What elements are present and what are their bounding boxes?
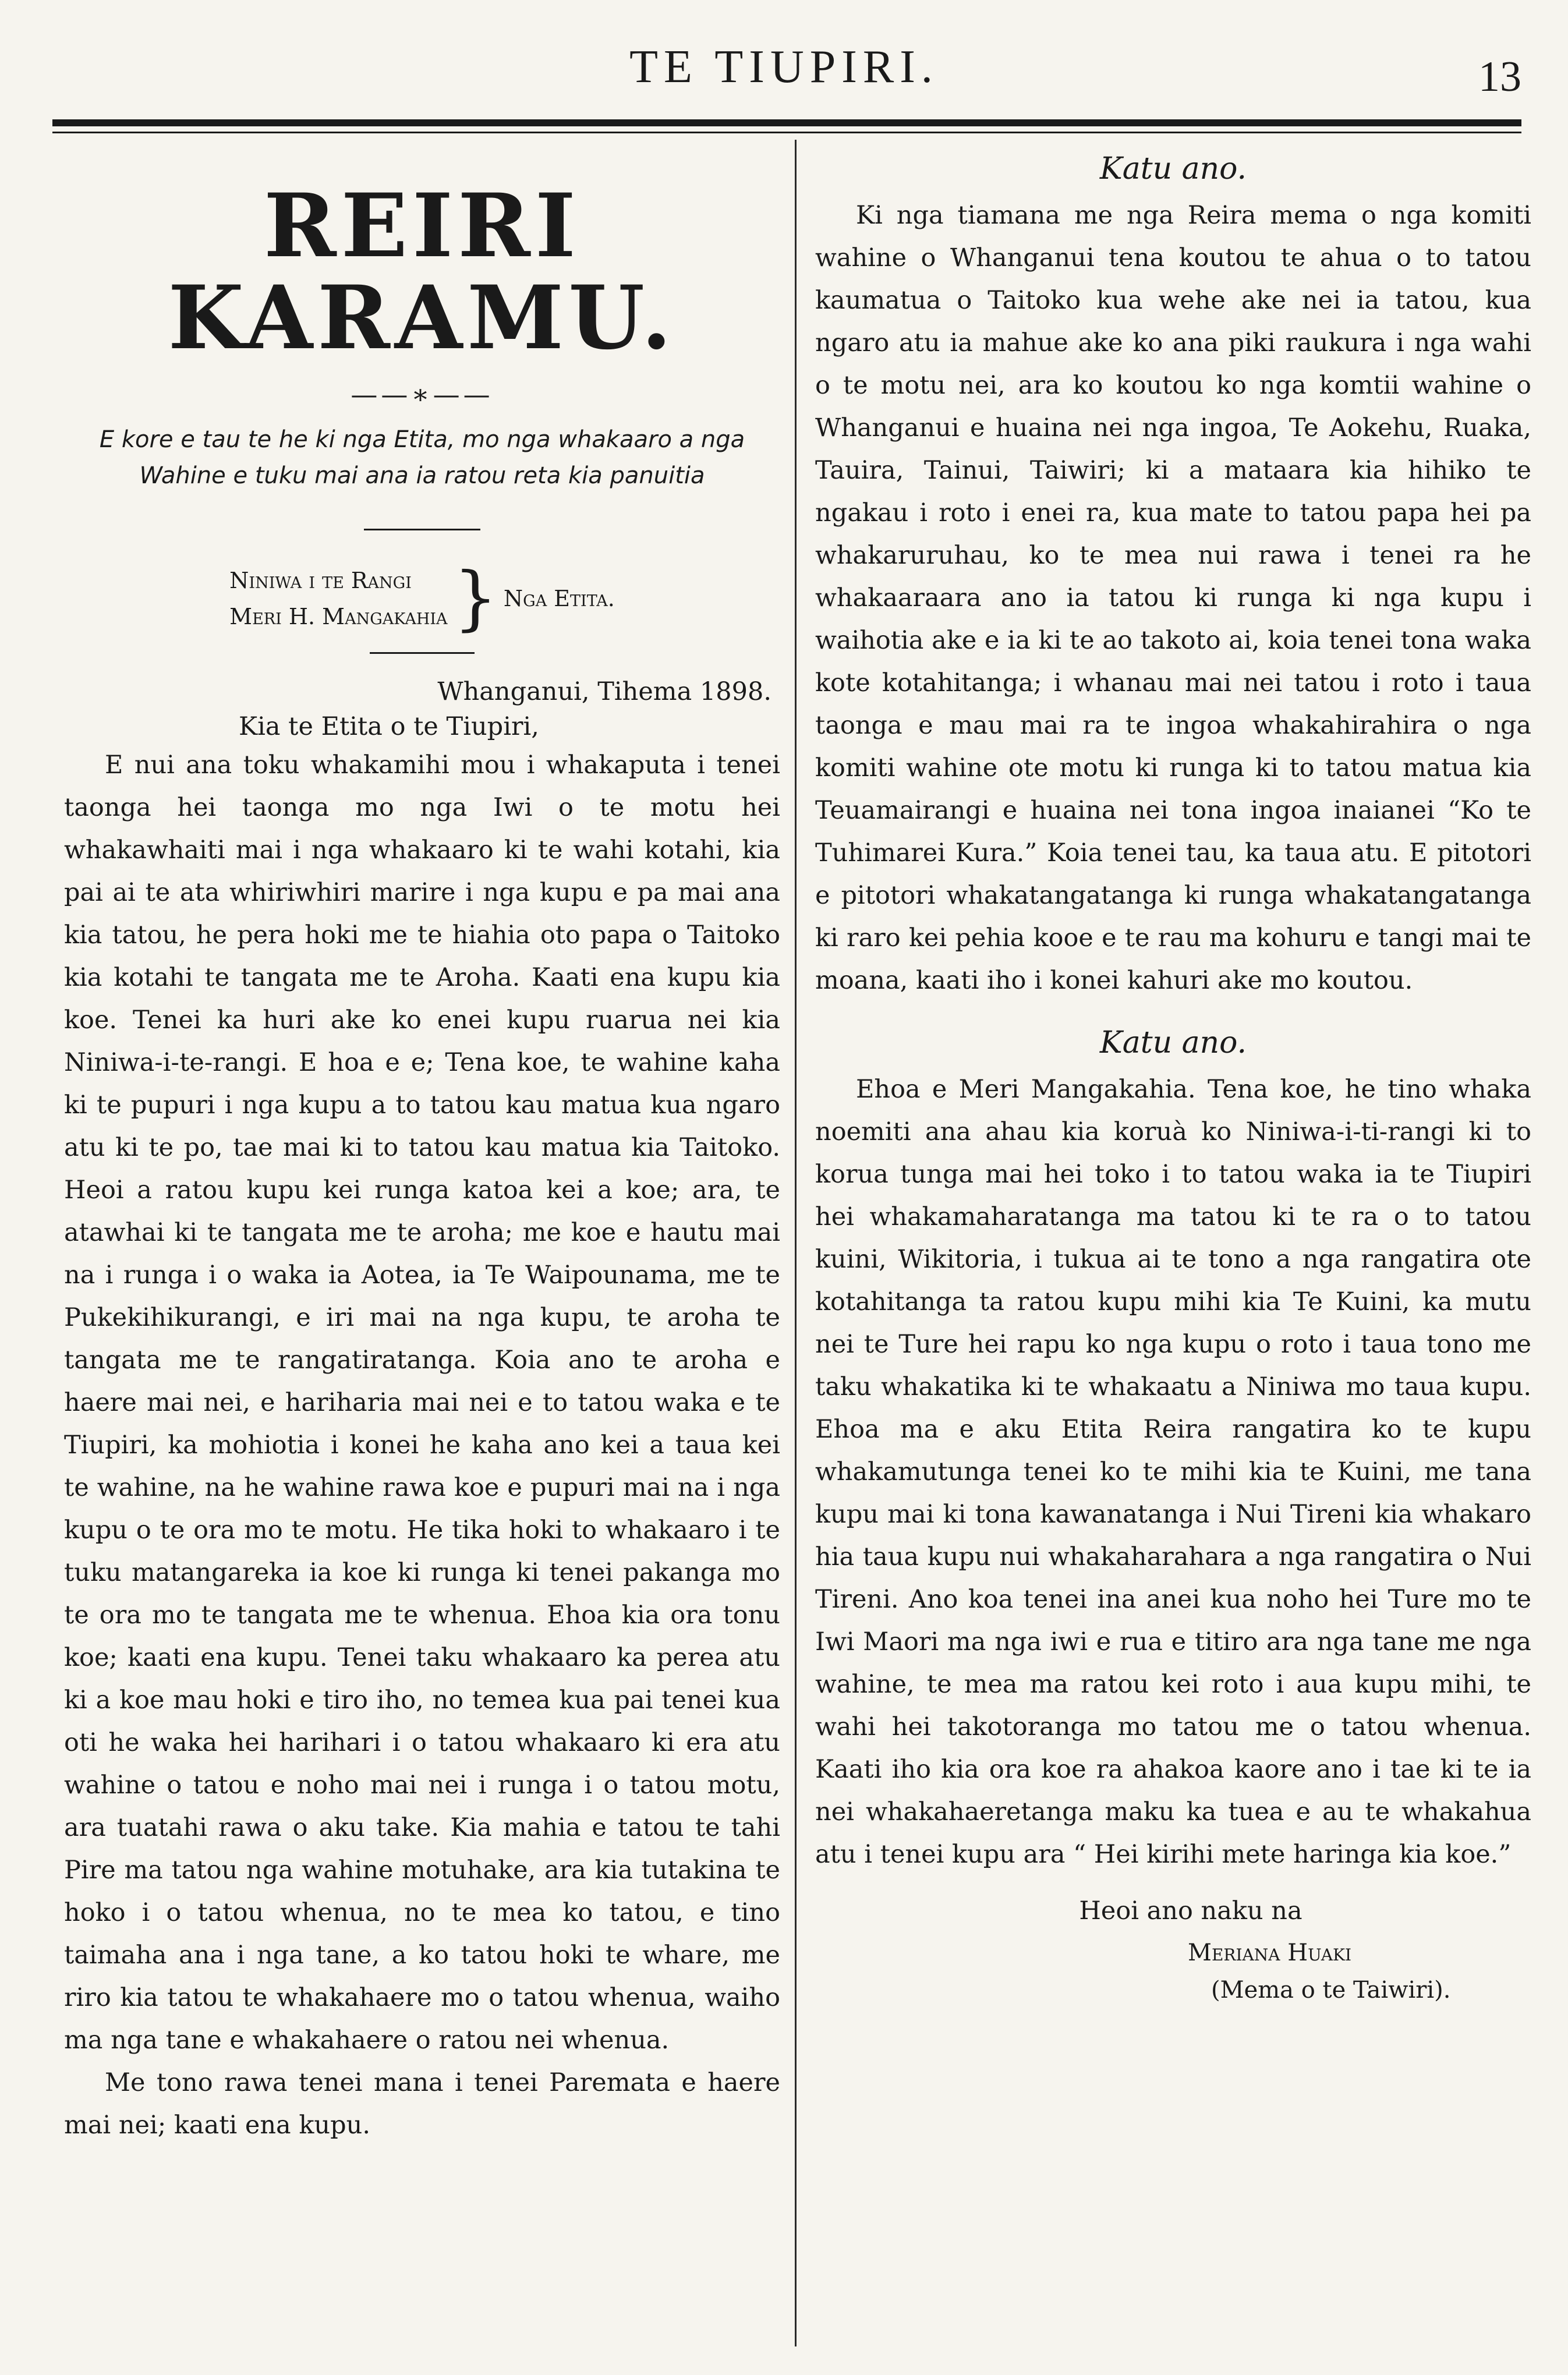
short-rule <box>370 652 475 654</box>
disclaimer-line-2: Wahine e tuku mai ana ia ratou reta kia panuitia <box>139 462 705 489</box>
letter-paragraph-2: Me tono rawa tenei mana i tenei Paremata e haere mai nei; kaati ena kupu. <box>64 2068 780 2140</box>
signer-name: Meriana Huaki <box>1188 1939 1352 1966</box>
letter-paragraph-3: Ki nga tiamana me nga Reira mema o nga komiti wahine o Whanganui tena koutou te ahua o to tatou kaumatua o Taitoko kua wehe ake nei ia tatou, kua ngaro atu ia mahue ake ko ana piki raukura i nga wahi o te motu nei, ara ko koutou ko nga komtii wahine o Whanganui e huaina nei nga ingoa, Te Aokehu, Ruaka, Tauira, Tainui, Taiwiri; ki a mataara kia hihiko te ngakau i roto i enei ra, kua mate to tatou papa hei pa whakaruruhau, ko te mea nui rawa i tenei ra he whakaaraara ano ia tatou ki runga ki nga kupu i waihotia ake e ia ki te ao takoto ai, koia tenei tona waka kote kotahitanga; i whanau mai nei tatou i roto i taua taonga e mau mai ra te ingoa whakahirahira o nga komiti wahine ote motu ki runga ki to tatou matua kia Teuamairangi e huaina nei tona ingoa inaianei “Ko te Tuhimarei Kura.” Koia tenei tau, ka taua atu. E pitotori e pitotori whakatangatanga ki runga whakatangatanga ki raro kei pehia kooe e te rau ma kohuru e tangi mai te moana, kaati iho i konei kahuri ake mo koutou. <box>815 201 1531 995</box>
ornament-divider: ——∗—— <box>351 378 494 410</box>
correspondent-names <box>229 562 447 635</box>
masthead-title: REIRI KARAMU. <box>168 175 677 369</box>
salutation: Kia te Etita o te Tiupiri, <box>239 712 539 741</box>
right-column <box>815 146 1531 2358</box>
running-title: TE TIUPIRI. <box>629 41 939 93</box>
short-rule <box>364 529 480 530</box>
correspondent-1: Niniwa i te Rangi <box>229 568 412 593</box>
header-rule-thick <box>52 119 1521 126</box>
disclaimer-line-1: E kore e tau te he ki nga Etita, mo nga whakaaro a nga <box>99 426 745 453</box>
signoff: Heoi ano naku na <box>1079 1896 1302 1926</box>
section-heading: Katu ano. <box>1099 1025 1247 1060</box>
section-heading: Katu ano. <box>1099 151 1247 186</box>
recipient: Nga Etita. <box>503 586 615 611</box>
letter-paragraph-4: Ehoa e Meri Mangakahia. Tena koe, he tino whaka noemiti ana ahau kia koruà ko Niniwa-i-ti-rangi ki to korua tunga mai hei toko i to tatou waka ia te Tiupiri hei whakamaharatanga ma tatou ki te ra o to tatou kuini, Wikitoria, i tukua ai te tono a nga rangatira ote kotahitanga ta ratou kupu mihi kia Te Kuini, ka mutu nei te Ture hei rapu ko nga kupu o roto i taua tono me taku whakatika ki te whakaatu a Niniwa mo taua kupu. Ehoa ma e aku Etita Reira rangatira ko te kupu whakamutunga tenei ko te mihi kia te Kuini, me tana kupu mai ki tona kawanatanga i Nui Tireni kia whakaro hia taua kupu nui whakaharahara a nga rangatira o Nui Tireni. Ano koa tenei ina anei kua noho hei Ture mo te Iwi Maori ma nga iwi e rua e titiro ara nga tane me nga wahine, te mea ma ratou kei roto i aua kupu mihi, te wahi hei takotoranga mo tatou me o tatou whenua. Kaati iho kia ora koe ra ahakoa kaore ano i tae ki te ia nei whakahaeretanga maku ka tuea e au te whakahua atu i tenei kupu ara “ Hei kirihi mete haringa kia koe.” <box>815 1075 1531 1869</box>
header-rule-thin <box>52 132 1521 133</box>
editorial-disclaimer <box>76 422 769 494</box>
letter-paragraph-1: E nui ana toku whakamihi mou i whakaputa i tenei taonga hei taonga mo nga Iwi o te motu hei whakawhaiti mai i nga whakaaro ki te wahi kotahi, kia pai ai te ata whiriwhiri marire i nga kupu e pa mai ana kia tatou, he pera hoki me te hiahia oto papa o Taitoko kia kotahi te tangata me te Aroha. Kaati ena kupu kia koe. Tenei ka huri ake ko enei kupu ruarua nei kia Niniwa-i-te-rangi. E hoa e e; Tena koe, te wahine kaha ki te pupuri i nga kupu a to tatou kau matua kua ngaro atu ki te po, tae mai ki to tatou kau matua kia Taitoko. Heoi a ratou kupu kei runga katoa kei a koe; ara, te atawhai ki te tangata me te aroha; me koe e hautu mai na i runga i o waka ia Aotea, ia Te Waipounama, me te Pukekihikurangi, e iri mai na nga kupu, te aroha te tangata me te rangatiratanga. Koia ano te aroha e haere mai nei, e hariharia mai nei e to tatou waka e te Tiupiri, ka mohiotia i konei he kaha ano kei a taua kei te wahine, na he wahine rawa koe e pupuri mai na i nga kupu o te ora mo te motu. He tika hoki to whakaaro i te tuku matangareka ia koe ki runga ki tenei pakanga mo te ora mo te tangata me te whenua. Ehoa kia ora tonu koe; kaati ena kupu. Tenei taku whakaaro ka perea atu ki a koe mau hoki e tiro iho, no temea kua pai tenei kua oti he waka hei harihari i o tatou whakaaro ki era atu wahine o tatou e noho mai nei i runga i o tatou motu, ara tuatahi rawa o aku take. Kia mahia e tatou te tahi Pire ma tatou nga wahine motuhake, ara kia tutakina te hoko i o tatou whenua, no te mea ko tatou, e tino taimaha ana i nga tane, a ko tatou hoki te whare, me riro kia tatou te whakahaere mo o tatou whenua, waiho ma nga tane e whakahaere o ratou nei whenua. <box>64 751 780 2055</box>
correspondent-2: Meri H. Mangakahia <box>229 604 448 629</box>
column-divider <box>795 140 797 2346</box>
page-number: 13 <box>1478 53 1521 101</box>
signer-affiliation: (Mema o te Taiwiri). <box>1211 1977 1451 2004</box>
left-column <box>64 146 780 2358</box>
brace-glyph: } <box>453 558 498 639</box>
correspondents-block <box>64 558 780 639</box>
page-header <box>0 0 1568 134</box>
dateline: Whanganui, Tihema 1898. <box>437 677 771 706</box>
